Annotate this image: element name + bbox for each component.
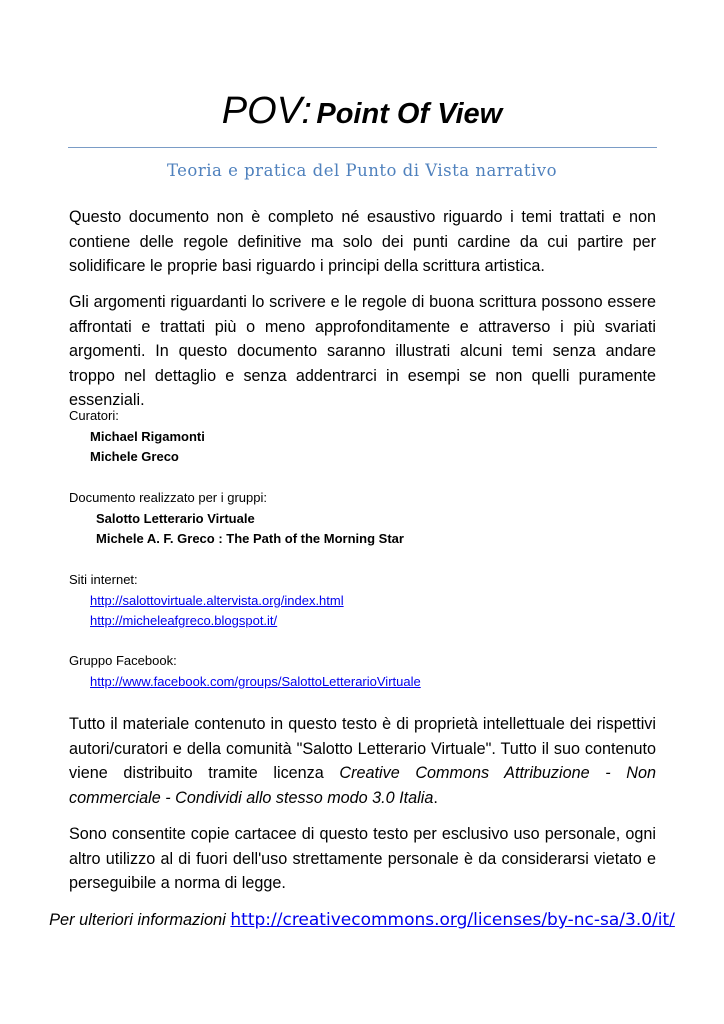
license-end: . xyxy=(433,788,438,807)
curators-section xyxy=(69,406,656,468)
more-info-line xyxy=(0,908,724,932)
group-name: Michele A. F. Greco : The Path of the Morning Star xyxy=(96,531,404,546)
license-name: Creative Commons Attribuzione - Non commerciale - Condividi allo stesso modo 3.0 Italia xyxy=(69,764,657,807)
intro-paragraph-2: Gli argomenti riguardanti lo scrivere e le regole di buona scrittura possono essere affrontati e trattati più o meno approfonditamente e attraverso i più svariati argomenti. In questo documento saranno illustrati alcuni temi senza andare troppo nel dettaglio e senza addentrarci in esempi se non quelli puramente essenziali. xyxy=(69,293,656,410)
facebook-section xyxy=(69,651,656,692)
title-main: POV: xyxy=(221,90,312,132)
site-link-blog[interactable]: http://micheleafgreco.blogspot.it/ xyxy=(90,613,278,628)
title-sub: Point Of View xyxy=(316,98,503,130)
sites-label: Siti internet: xyxy=(69,572,138,587)
curator-name: Michele Greco xyxy=(90,449,179,464)
facebook-group-link[interactable]: http://www.facebook.com/groups/SalottoLetterarioVirtuale xyxy=(90,673,421,689)
groups-label: Documento realizzato per i gruppi: xyxy=(69,490,267,505)
groups-section xyxy=(69,488,656,550)
group-name: Salotto Letterario Virtuale xyxy=(96,510,255,526)
usage-paragraph: Sono consentite copie cartacee di questo testo per esclusivo uso personale, ogni altro utilizzo al di fuori dell'uso strettamente personale è da considerarsi vietato e perseguibile a norma di legge. xyxy=(69,825,656,893)
license-text: Tutto il materiale contenuto in questo testo è di proprietà intellettuale dei rispettivi autori/curatori e della comunità "Salotto Letterario Virtuale". Tutto il suo contenuto viene distribuito tramite licenza xyxy=(69,715,656,783)
curator-name: Michael Rigamonti xyxy=(90,428,205,444)
sites-section xyxy=(69,570,656,632)
license-link[interactable]: http://creativecommons.org/licenses/by-nc-sa/3.0/it/ xyxy=(230,910,675,930)
site-link-salotto[interactable]: http://salottovirtuale.altervista.org/index.html xyxy=(90,592,344,608)
curators-label: Curatori: xyxy=(69,408,119,423)
more-info-label: Per ulteriori informazioni xyxy=(49,911,226,929)
license-paragraph xyxy=(69,712,656,810)
title-divider xyxy=(68,147,657,148)
page-subtitle: Teoria e pratica del Punto di Vista narrativo xyxy=(166,161,558,180)
facebook-label: Gruppo Facebook: xyxy=(69,653,177,668)
page-title xyxy=(0,90,724,133)
intro-paragraph-1: Questo documento non è completo né esaustivo riguardo i temi trattati e non contiene delle regole definitive ma solo dei punti cardine da cui partire per solidificare le proprie basi riguardo i principi della scrittura artistica. xyxy=(69,208,656,276)
